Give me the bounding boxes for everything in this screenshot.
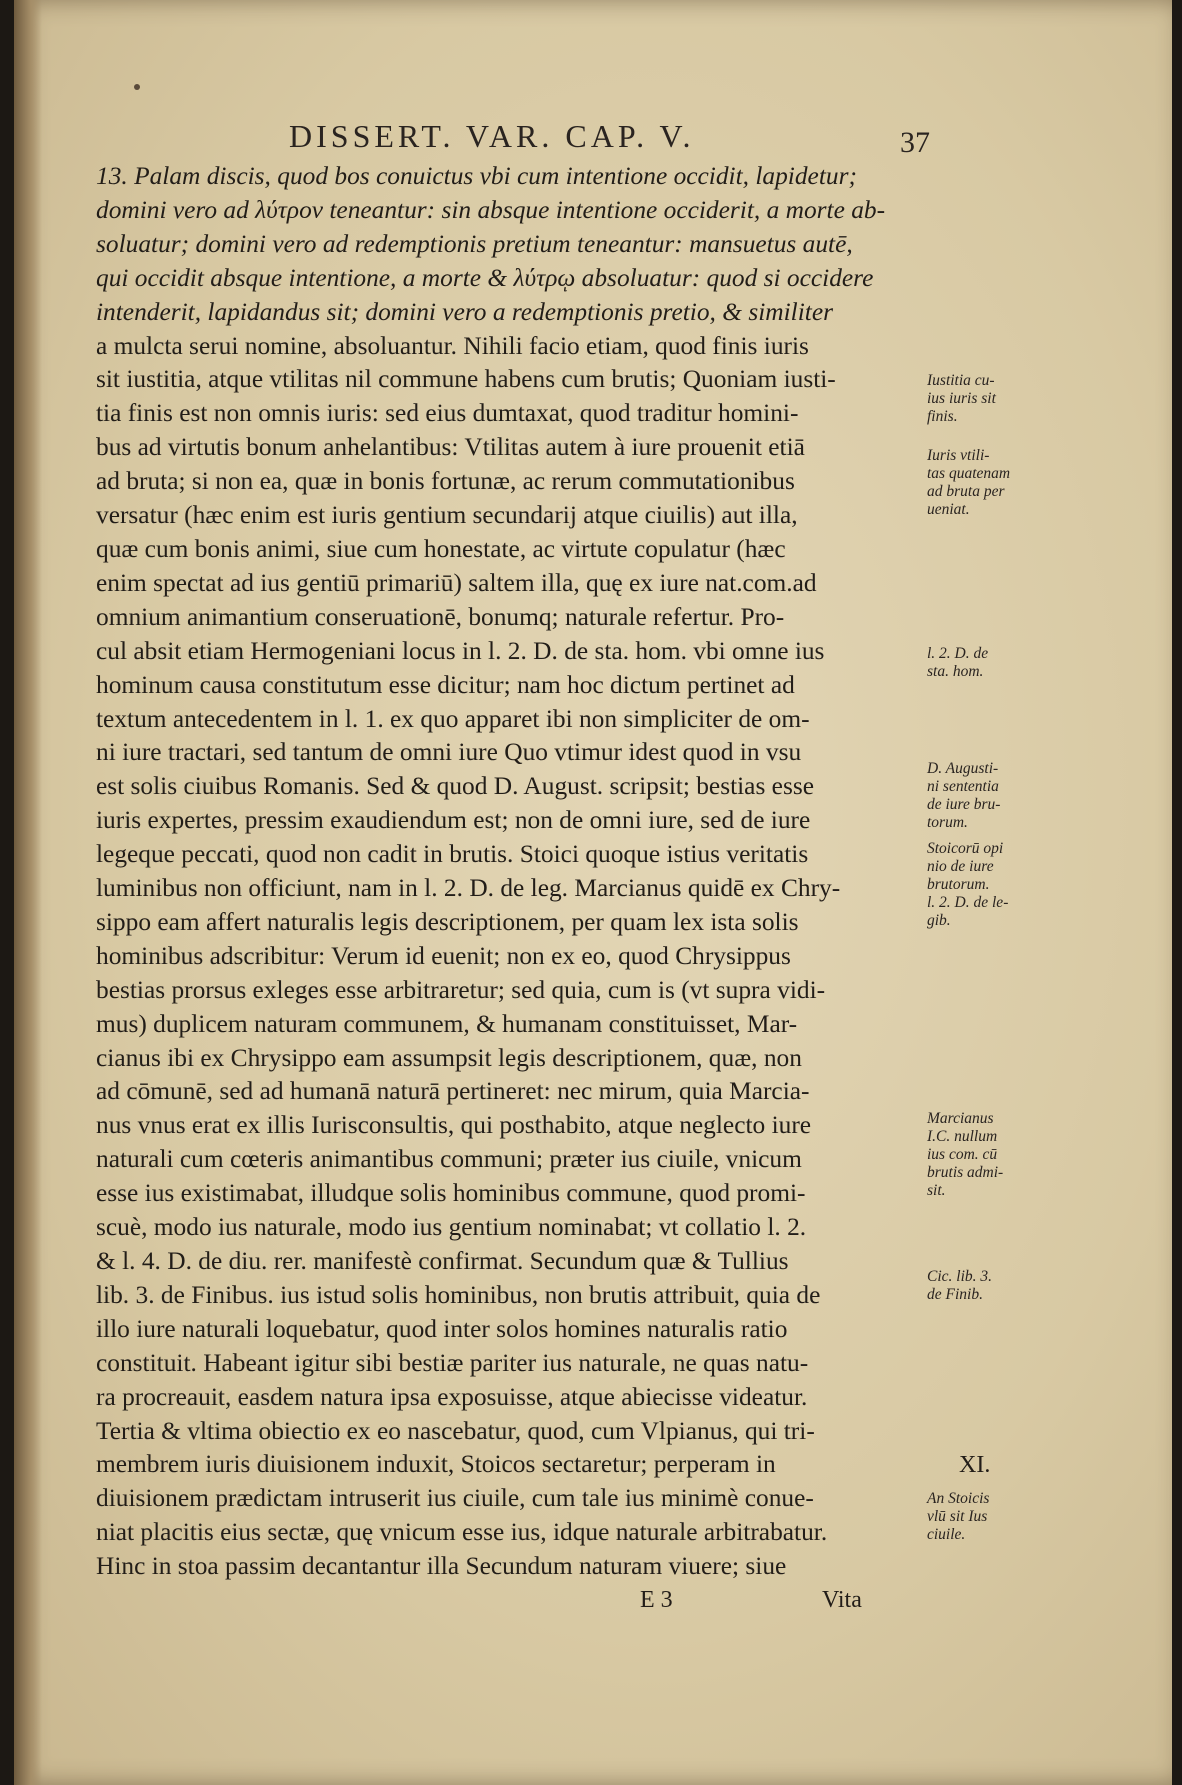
text-line: bestias prorsus exleges esse arbitraretur; sed quia, cum is (vt supra vidi-: [96, 975, 826, 1004]
marginal-note: D. Augusti- ni sententia de iure bru- torum.: [927, 760, 1001, 831]
text-line: sippo eam affert naturalis legis descriptionem, per quam lex ista solis: [96, 907, 799, 936]
signature-mark: E 3: [640, 1587, 673, 1613]
catchword: Vita: [822, 1587, 862, 1613]
text-line: & l. 4. D. de diu. rer. manifestè confirmat. Secundum quæ & Tullius: [96, 1247, 789, 1275]
text-line: domini vero ad λύτρον teneantur: sin absque intentione occiderit, a morte ab-: [96, 195, 886, 224]
ink-speck: [134, 84, 140, 90]
text-line: ad cōmunē, sed ad humanā naturā pertineret: nec mirum, quia Marcia-: [96, 1077, 810, 1106]
marginal-note: l. 2. D. de sta. hom.: [927, 645, 989, 680]
text-line: scuè, modo ius naturale, modo ius gentium nominabat; vt collatio l. 2.: [96, 1213, 807, 1242]
text-line: qui occidit absque intentione, a morte & λύτρῳ absoluatur: quod si occidere: [96, 263, 874, 292]
text-line: ad bruta; si non ea, quæ in bonis fortunæ, ac rerum commutationibus: [96, 467, 795, 496]
text-line: versatur (hæc enim est iuris gentium secundarij atque ciuilis) aut illa,: [96, 501, 798, 530]
text-line: lib. 3. de Finibus. ius istud solis hominibus, non brutis attribuit, quia de: [96, 1280, 821, 1309]
text-line: ra procreauit, easdem natura ipsa exposuisse, atque abiecisse videatur.: [96, 1382, 808, 1411]
text-line: constituit. Habeant igitur sibi bestiæ pariter ius naturale, ne quas natu-: [96, 1348, 809, 1377]
page-number: 37: [900, 126, 930, 159]
text-line: est solis ciuibus Romanis. Sed & quod D. August. scripsit; bestias esse: [96, 772, 814, 801]
text-line: hominum causa constitutum esse dicitur; nam hoc dictum pertinet ad: [96, 670, 795, 699]
text-line: textum antecedentem in l. 1. ex quo apparet ibi non simpliciter de om-: [96, 704, 810, 733]
text-line: soluatur; domini vero ad redemptionis pretium teneantur: mansuetus autē,: [96, 229, 853, 258]
text-line: naturali cum cœteris animantibus communi; præter ius ciuile, vnicum: [96, 1145, 802, 1174]
text-line: cianus ibi ex Chrysippo eam assumpsit legis descriptionem, quæ, non: [96, 1043, 802, 1072]
text-line: illo iure naturali loquebatur, quod inter solos homines naturalis ratio: [96, 1314, 788, 1343]
text-line: iuris expertes, pressim exaudiendum est; non de omni iure, sed de iure: [96, 806, 811, 835]
text-line: 13. Palam discis, quod bos conuictus vbi cum intentione occidit, lapidetur;: [96, 162, 857, 190]
text-line: intenderit, lapidandus sit; domini vero a redemptionis pretio, & similiter: [96, 297, 833, 326]
text-line: nus vnus erat ex illis Iurisconsultis, qui posthabito, atque neglecto iure: [96, 1111, 812, 1140]
text-line: luminibus non officiunt, nam in l. 2. D. de leg. Marcianus quidē ex Chry-: [96, 874, 841, 903]
text-line: Tertia & vltima obiectio ex eo nascebatur, quod, cum Vlpianus, qui tri-: [96, 1416, 815, 1445]
text-line: a mulcta serui nomine, absoluantur. Nihili facio etiam, quod finis iuris: [96, 331, 809, 360]
text-line: legeque peccati, quod non cadit in brutis. Stoici quoque istius veritatis: [96, 840, 809, 869]
text-line: niat placitis eius sectæ, quę vnicum esse ius, idque naturale arbitrabatur.: [96, 1518, 828, 1547]
marginal-note: Stoicorū opi nio de iure brutorum. l. 2. D. de le- gib.: [927, 840, 1009, 929]
text-line: membrem iuris diuisionem induxit, Stoicos sectaretur; perperam in: [96, 1450, 776, 1479]
marginal-note: An Stoicis vlū sit Ius ciuile.: [927, 1490, 990, 1543]
text-line: diuisionem prædictam intruserit ius ciuile, cum tale ius minimè conue-: [96, 1484, 814, 1513]
text-line: ni iure tractari, sed tantum de omni iure Quo vtimur idest quod in vsu: [96, 738, 802, 767]
text-line: omnium animantium conseruationē, bonumq; naturale refertur. Pro-: [96, 602, 785, 631]
marginal-numeral: XI.: [959, 1452, 991, 1478]
marginal-note: Iustitia cu- ius iuris sit finis.: [927, 372, 996, 425]
text-line: mus) duplicem naturam communem, & humanam constituisset, Mar-: [96, 1009, 798, 1038]
text-line: cul absit etiam Hermogeniani locus in l. 2. D. de sta. hom. vbi omne ius: [96, 636, 825, 665]
page-gutter: [14, 0, 42, 1785]
text-line: tia finis est non omnis iuris: sed eius dumtaxat, quod traditur homini-: [96, 399, 799, 428]
text-line: Hinc in stoa passim decantantur illa Secundum naturam viuere; siue: [96, 1552, 787, 1581]
marginal-note: Marcianus I.C. nullum ius com. cū brutis admi- sit.: [927, 1110, 1004, 1199]
text-line: quæ cum bonis animi, siue cum honestate, ac virtute copulatur (hæc: [96, 534, 786, 563]
book-page: [14, 0, 1172, 1785]
running-head: DISSERT. VAR. CAP. V.: [289, 118, 695, 154]
text-line: enim spectat ad ius gentiū primariū) saltem illa, quę ex iure nat.com.ad: [96, 568, 817, 597]
text-line: sit iustitia, atque vtilitas nil commune habens cum brutis; Quoniam iusti-: [96, 365, 836, 394]
body-text: [96, 160, 936, 1584]
text-line: bus ad virtutis bonum anhelantibus: Vtilitas autem à iure prouenit etiā: [96, 433, 805, 462]
text-line: hominibus adscribitur: Verum id euenit; non ex eo, quod Chrysippus: [96, 941, 791, 970]
text-line: esse ius existimabat, illudque solis hominibus commune, quod promi-: [96, 1179, 806, 1208]
marginal-note: Cic. lib. 3. de Finib.: [927, 1268, 993, 1303]
marginal-note: Iuris vtili- tas quatenam ad bruta per ueniat.: [927, 447, 1011, 518]
